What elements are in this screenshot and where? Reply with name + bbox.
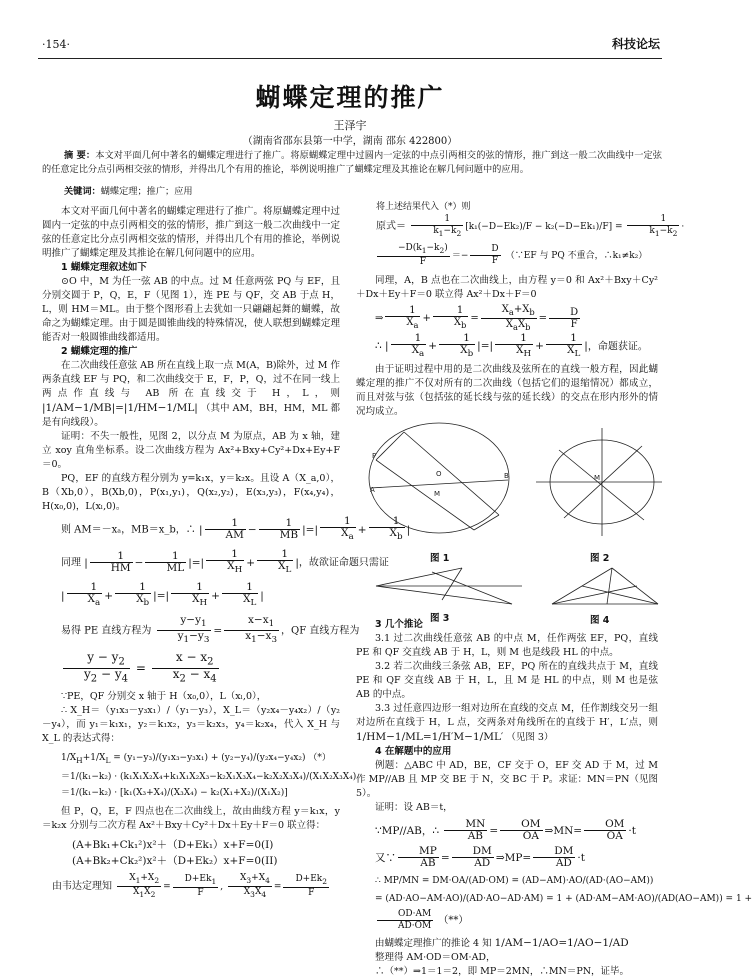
corollary-3 — [356, 702, 658, 745]
same-equation: | $\frac{1}{HM}$ − $\frac{1}{ML}$ |=| $\frac{1}{X_H}$ + $\frac{1}{X_L}$ | — [84, 548, 299, 576]
section-2-text — [42, 359, 340, 430]
keywords-text: 蝴蝶定理；推广；应用 — [100, 186, 193, 197]
section-2-tail: （其中 AM，BH，HM，ML 都是有向线段）。 — [42, 403, 340, 428]
pe-text: 易得 PE 直线方程为 — [61, 625, 152, 637]
mp-equation: 又∵ $\frac{MP}{AB}$ = $\frac{DM}{AD}$ ⇒MP= $\frac{DM}{AD}$ ·t — [375, 845, 585, 869]
fig1-label-p: P — [372, 452, 377, 460]
fig-1-caption: 图 1 — [430, 553, 450, 564]
intro-paragraph: 本文对平面几何中著名的蝴蝶定理进行了推广。将原蝴蝶定理中过圆内一定弦的中点引两相交的弦的情形，推广到这一般二次曲线中一定弦的任意定比分点引两相交弦的情形，并得出几个有用的推论，举例说明推广了蝴蝶定理及其推论在解几何问题中的应用。 — [42, 206, 340, 259]
vieta-label: 由韦达定理知 — [52, 880, 112, 892]
section-1-heading: 1 蝴蝶定理叙述如下 — [61, 262, 147, 273]
abstract-label: 摘 要： — [64, 150, 96, 161]
section-2-heading: 2 蝴蝶定理的推广 — [61, 346, 138, 357]
figure-1 — [369, 423, 509, 533]
ratio-equation-3: $\frac{OD\cdot AM}{AD\cdot OM}$ （**） — [356, 909, 658, 932]
double-star-label: （**） — [438, 915, 469, 926]
article-title: 蝴蝶定理的推广 — [255, 83, 445, 112]
conclude-text: ∴（**）⇒1＝1＝2，即 MP＝2MN，∴MN＝PN，证毕。 — [375, 966, 630, 977]
fig2-label-m: M — [594, 474, 601, 482]
same-row — [42, 548, 389, 576]
note-k1-k2: （∵EF 与 PQ 不重合，∴k₁≠k₂） — [505, 250, 648, 261]
ratio-equation-2: = (AD·AO−AM·AO)/(AD·AO−AD·AM) = 1 + (AD·AM−AM·AO)/(AD(AO−AM)) = 1 + — [375, 894, 752, 904]
same-tail: ，故欲证命题只需证 — [298, 557, 389, 569]
goal-equation: | $\frac{1}{X_a}$ + $\frac{1}{X_b}$ |=| $\frac{1}{X_H}$ + $\frac{1}{X_L}$ | — [61, 581, 264, 609]
corollary-3-tail: （见图 3） — [506, 732, 554, 743]
proved-text: ，命题获证。 — [587, 341, 648, 353]
fig-2-caption: 图 2 — [590, 553, 610, 564]
am-text: 则 AM＝－xₐ，MB＝x_b，∴ — [61, 524, 196, 536]
fig-4-caption: 图 4 — [590, 615, 610, 626]
ab-equation: ⇒ $\frac{1}{X_a}$ + $\frac{1}{X_b}$ = $\frac{X_a+X_b}{X_aX_b}$ = $\frac{D}{F}$ — [375, 303, 579, 332]
section-4-heading: 4 在解题中的应用 — [375, 746, 452, 757]
section-2-main: 在二次曲线任意弦 AB 所在直线上取一点 M(A，B)除外，过 M 作两条直线 EF 与 PQ，和二次曲线交于 E，F，P，Q，过不在同一线上两点作直线与 AB 所在直线交于 H，L，则 — [42, 360, 340, 399]
orig-row: 原式＝ $\frac{1}{k_1-k_2}$ [k₁(−D−Ek₂)/F − k₂(−D−Ek₁)/F] = $\frac{1}{k_1-k_2}$ · — [376, 214, 685, 238]
pf-text: ∵PE，QF 分别交 x 轴于 H（x₀,0），L（xₗ,0）， — [61, 691, 267, 703]
figure-1-2 — [364, 420, 664, 548]
example-text: 例题：△ABC 中 AD，BE，CF 交于 O，EF 交 AD 于 M，过 M 作 MP//AB 且 MP 交 BE 于 N，交 BC 于 P。求证：MN＝PN（见图 5）。 — [356, 760, 658, 799]
fig1-label-b: B — [504, 472, 509, 480]
star-label: （*） — [308, 753, 331, 764]
figure-4 — [552, 568, 658, 604]
sum-equation-2: ＝1/(k₁−k₂) · (k₁X₁X₂X₄+k₁X₁X₂X₃−k₂X₁X₃X₄−k₂X₂X₃X₄)/(X₁X₂X₃X₄) — [61, 772, 357, 783]
substitute-text: 将上述结果代入（*）则 — [376, 202, 471, 212]
qf-text: ，QF 直线方程为 — [281, 625, 360, 637]
keywords-label: 关键词： — [64, 186, 101, 197]
proof-coords: PQ，EF 的直线方程分别为 y=k₁x，y＝k₂x。且设 A（X_a,0），B（Xb,0），B(Xb,0)，P(x₁,y₁)，Q(x₂,y₂)，E(x₃,y₃)，F(x₄,y₄)，H(x₀,0)，L(xₗ,0)。 — [42, 473, 340, 512]
derive-row — [356, 936, 658, 951]
am-equation: | $\frac{1}{AM}$ − $\frac{1}{MB}$ |=| $\frac{1}{X_a}$ + $\frac{1}{X_b}$ | — [198, 515, 411, 543]
corollary-3-text: 3.3 过任意四边形一组对边所在直线的交点 M，任作割线交另一组对边所在直线于 H，L 点，交两条对角线所在的直线于 H′，L′点，则 — [356, 703, 658, 728]
pe-row: 易得 PE 直线方程为 $\frac{y-y_1}{y_1-y_3}$ = $\frac{x-x_1}{x_1-x_3}$ ，QF 直线方程为 — [61, 614, 360, 646]
quadratic-2: (A+Bk₂+Ck₂²)x²＋（D+Ek₂）x+F=0(II) — [72, 855, 278, 868]
vieta-row: 由韦达定理知 $\frac{X_1+X_2}{X_1X_2}$ = $\frac{D+Ek_1}{F}$ , $\frac{X_3+X_4}{X_3X_4}$ = $\frac{D+Ek_2}{F}$ — [52, 873, 328, 899]
xh-text: ∴ X_H＝（y₁x₃－y₃x₁）/（y₁－y₃），X_L＝（y₂x₄－y₄x₂）/（y₂－y₄），而 y₁＝k₁x₁，y₂＝k₁x₂，y₃＝k₂x₃，y₄＝k₂x₄，代入 X_H 与 X_L 的表达式得： — [42, 705, 340, 745]
corollary-3-equation: 1/HM−1/ML=1/H′M−1/ML′ — [356, 731, 504, 743]
derive-text: 由蝴蝶定理推广的推论 4 知 — [375, 938, 492, 949]
result-row: $\frac{-D(k_1-k_2)}{F}$ ＝− $\frac{D}{F}$ （∵EF 与 PQ 不重合，∴k₁≠k₂） — [356, 243, 658, 268]
keywords — [64, 183, 193, 197]
remark-text: 由于证明过程中用的是二次曲线及弦所在的直线一般方程，因此蝴蝶定理的推广不仅对所有的二次曲线（包括它们的退缩情况）都成立，而且对弦与弦（包括弦的延长线与弦的延长线）的交点在形内形外的情况均成立。 — [356, 363, 658, 417]
section-1-text: ⊙O 中，M 为任一弦 AB 的中点。过 M 任意两弦 PQ 与 EF，且分别交圆于 P，Q，E，F（见图 1），连 PE 与 QF，交 AB 于点 H，L，则 HM＝ML。由于整个图形看上去犹如一只翩翩起舞的蝴蝶，故命之为蝴蝶定理。由于圆是圆锥曲线的特殊情况，使人联想到蝴蝶定理能否对一般圆锥曲线都适用。 — [42, 276, 340, 343]
am-row — [42, 515, 411, 543]
ratio-equation: ∴ MP/MN = DM·OA/(AD·OM) = (AD−AM)·AO/(AD·(AO−AM)) — [375, 876, 654, 886]
derive-equation: 1/AM−1/AO=1/AO−1/AD — [494, 937, 629, 949]
abstract-text: 本文对平面几何中著名的蝴蝶定理进行了推广。将原蝴蝶定理中过圆内一定弦的中点引两相交的弦的情形，推广到这一般二次曲线中一定弦的任意定比分点引两相交弦的情形，并得出几个有用的推论，举例说明推广了蝴蝶定理及其推论在解几何问题中的应用。 — [42, 150, 662, 175]
mn-equation: ∵MP//AB，∴ $\frac{MN}{AB}$ = $\frac{OM}{OA}$ ⇒MN= $\frac{OM}{OA}$ ·t — [375, 818, 636, 842]
fig1-label-a: A — [370, 486, 375, 494]
simplify-text: 整理得 AM·OD＝OM·AD， — [375, 952, 496, 963]
figure-3 — [376, 568, 522, 604]
pq-text: 但 P，Q，E，F 四点也在二次曲线上，故由曲线方程 y＝k₁x，y＝k₂x 分别与二次方程 Ax²＋Bxy＋Cy²＋Dx＋Ey＋F＝0 联立得： — [42, 806, 340, 832]
qf-equation: $\frac{y - y_2}{y_2 - y_4}$ = $\frac{x - x_2}{x_2 - x_4}$ — [42, 652, 340, 684]
theorem-equation: |1/AM−1/MB|=|1/HM−1/ML| — [42, 402, 198, 414]
corollary-1: 3.1 过二次曲线任意弦 AB 的中点 M，任作两弦 EF，PQ，直线 PE 和 QF 交直线 AB 于 H，L，则 M 也是线段 HL 的中点。 — [356, 633, 658, 658]
ab-text: 同理，A，B 点也在二次曲线上，由方程 y＝0 和 Ax²＋Bxy＋Cy²＋Dx＋Ey＋F＝0 联立得 Ax²＋Dx＋F＝0 — [356, 274, 658, 300]
affiliation: （湖南省邵东县第一中学，湖南 邵东 422800） — [242, 136, 458, 147]
sum-equation-3: ＝1/(k₁−k₂) · [k₁(X₃+X₄)/(X₃X₄) − k₂(X₁+X₂)/(X₁X₂)] — [61, 788, 288, 799]
orig-label: 原式＝ — [376, 220, 406, 232]
section-3-heading: 3 几个推论 — [375, 619, 423, 630]
author: 王泽宇 — [333, 119, 367, 132]
page-number: ·154· — [42, 38, 70, 51]
fig-3-caption: 图 3 — [430, 613, 450, 624]
example-proof: 证明：设 AB＝t， — [375, 802, 453, 813]
fig1-label-m: M — [434, 490, 441, 498]
figure-3-4 — [372, 564, 662, 610]
right-column-lower — [356, 618, 752, 979]
proved-row: ∴ | $\frac{1}{X_a}$ + $\frac{1}{X_b}$ |=| $\frac{1}{X_H}$ + $\frac{1}{X_L}$ |，命题获证。 — [375, 331, 648, 359]
journal-section: 科技论坛 — [611, 37, 660, 51]
fig1-label-o: O — [436, 470, 442, 478]
abstract — [42, 149, 662, 177]
quadratic-1: (A+Bk₁+Ck₁²)x²＋（D+Ek₁）x+F=0(I) — [72, 839, 274, 852]
corollary-2: 3.2 若二次曲线三条弦 AB，EF，PQ 所在的直线共点于 M，直线 PE 和 QF 交直线 AB 于 H，L，且 M 是 HL 的中点，则 M 也是弦 AB 的中点。 — [356, 661, 658, 700]
figure-2 — [536, 428, 662, 536]
right-column — [356, 200, 685, 419]
sum-equation-1: $1/X_H+1/X_L = (y_1-y_3)/(y_1x_3-y_3x_1) + (y_2-y_4)/(y_2x_4-y_4x_2)$ （*） — [61, 753, 331, 766]
same-text: 同理 — [61, 557, 81, 569]
proof-intro: 证明：不失一般性，见图 2，以分点 M 为原点，AB 为 x 轴，建立 xoy 直角坐标系。设二次曲线方程为 Ax²+Bxy+Cy²+Dx+Ey+F＝0。 — [42, 431, 340, 470]
header-rule — [38, 58, 662, 59]
